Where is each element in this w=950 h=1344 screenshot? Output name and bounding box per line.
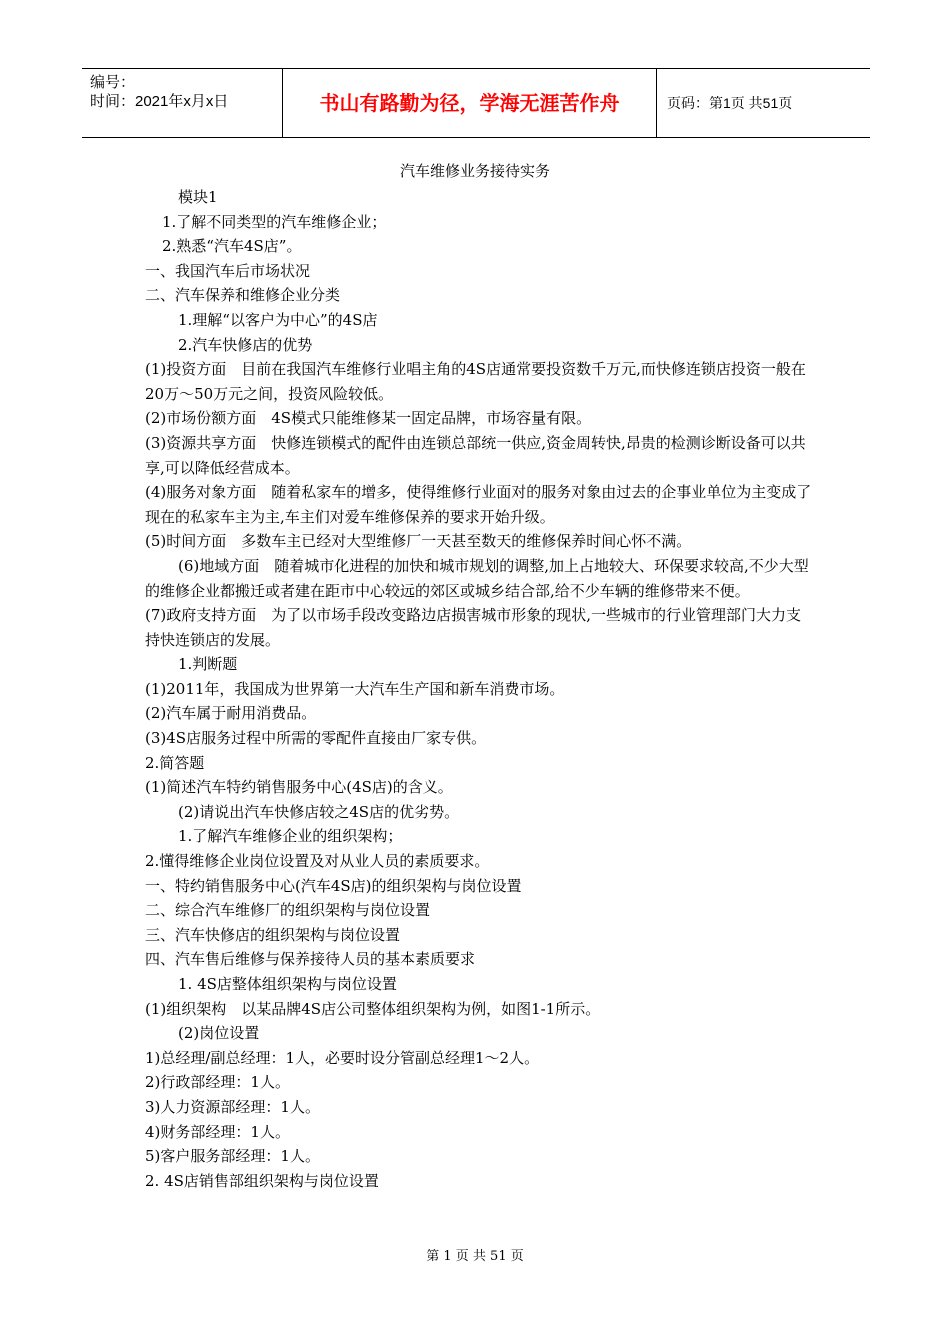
exercise-item: (3)4S店服务过程中所需的零配件直接由厂家专供。 bbox=[145, 729, 487, 748]
list-item: 5)客户服务部经理：1人。 bbox=[145, 1147, 320, 1166]
list-item: 3)人力资源部经理：1人。 bbox=[145, 1097, 320, 1116]
header-motto: 书山有路勤为径，学海无涯苦作舟 bbox=[282, 69, 657, 137]
exercise-item: (2)请说出汽车快修店较之4S店的优劣势。 bbox=[178, 802, 460, 821]
document-header bbox=[82, 68, 870, 138]
document-body bbox=[145, 185, 815, 1193]
body-paragraph: (2)市场份额方面 4S模式只能维修某一固定品牌，市场容量有限。 bbox=[145, 409, 592, 428]
subsection-heading: (2)岗位设置 bbox=[178, 1024, 260, 1043]
section-heading: 三、汽车快修店的组织架构与岗位设置 bbox=[145, 925, 401, 944]
exercise-heading: 1.判断题 bbox=[178, 655, 238, 674]
objective-item: 1.了解汽车维修企业的组织架构； bbox=[178, 827, 403, 846]
header-time: 时间：2021年x月x日 bbox=[90, 93, 229, 110]
body-paragraph: (1)组织架构 以某品牌4S店公司整体组织架构为例，如图1-1所示。 bbox=[145, 999, 601, 1018]
body-paragraph: (5)时间方面 多数车主已经对大型维修厂一天甚至数天的维修保养时间心怀不满。 bbox=[145, 532, 692, 551]
document-title: 汽车维修业务接待实务 bbox=[399, 162, 550, 180]
exercise-item: (1)2011年，我国成为世界第一大汽车生产国和新车消费市场。 bbox=[145, 679, 565, 698]
header-number: 编号： bbox=[90, 74, 136, 91]
body-paragraph: (1)投资方面 目前在我国汽车维修行业唱主角的4S店通常要投资数千万元,而快修连锁店投资一般在20万～50万元之间，投资风险较低。 bbox=[145, 360, 806, 403]
module-heading: 模块1 bbox=[178, 188, 218, 206]
exercise-item: (1)简述汽车特约销售服务中心(4S店)的含义。 bbox=[145, 778, 453, 797]
subsection-heading: 1. 4S店整体组织架构与岗位设置 bbox=[178, 975, 397, 993]
list-item: 1)总经理/副总经理：1人，必要时设分管副总经理1～2人。 bbox=[145, 1048, 540, 1067]
objective-item: 2.懂得维修企业岗位设置及对从业人员的素质要求。 bbox=[145, 852, 490, 871]
header-page-info: 页码：第1页 共51页 bbox=[667, 95, 793, 111]
body-paragraph: (6)地域方面 随着城市化进程的加快和城市规划的调整,加上占地较大、环保要求较高,不少大型的维修企业都搬迁或者建在距市中心较远的郊区或城乡结合部,给不少车辆的维修带来不便。 bbox=[145, 556, 809, 600]
body-paragraph: (4)服务对象方面 随着私家车的增多，使得维修行业面对的服务对象由过去的企事业单位为主变成了现在的私家车主为主,车主们对爱车维修保养的要求开始升级。 bbox=[145, 483, 812, 526]
body-paragraph: (3)资源共享方面 快修连锁模式的配件由连锁总部统一供应,资金周转快,昂贵的检测诊断设备可以共享,可以降低经营成本。 bbox=[145, 433, 806, 477]
exercise-item: (2)汽车属于耐用消费品。 bbox=[145, 704, 317, 723]
section-heading: 一、特约销售服务中心(汽车4S店)的组织架构与岗位设置 bbox=[145, 876, 522, 895]
objective-item: 2.熟悉“汽车4S店”。 bbox=[162, 237, 302, 256]
exercise-heading: 2.简答题 bbox=[145, 753, 205, 772]
section-heading: 二、汽车保养和维修企业分类 bbox=[145, 286, 341, 305]
objective-item: 1.了解不同类型的汽车维修企业； bbox=[162, 212, 387, 231]
header-meta bbox=[82, 69, 282, 137]
page-footer: 第 1 页 共 51 页 bbox=[426, 1249, 524, 1264]
subsection-heading: 2. 4S店销售部组织架构与岗位设置 bbox=[145, 1171, 379, 1190]
section-heading: 二、综合汽车维修厂的组织架构与岗位设置 bbox=[145, 901, 431, 920]
subsection-heading: 1.理解“以客户为中心”的4S店 bbox=[178, 310, 378, 329]
section-heading: 一、我国汽车后市场状况 bbox=[145, 261, 311, 280]
section-heading: 四、汽车售后维修与保养接待人员的基本素质要求 bbox=[145, 950, 476, 969]
list-item: 2)行政部经理：1人。 bbox=[145, 1073, 290, 1092]
body-paragraph: (7)政府支持方面 为了以市场手段改变路边店损害城市形象的现状,一些城市的行业管理部门大力支持快连锁店的发展。 bbox=[145, 606, 802, 649]
list-item: 4)财务部经理：1人。 bbox=[145, 1122, 290, 1141]
subsection-heading: 2.汽车快修店的优势 bbox=[178, 335, 313, 354]
